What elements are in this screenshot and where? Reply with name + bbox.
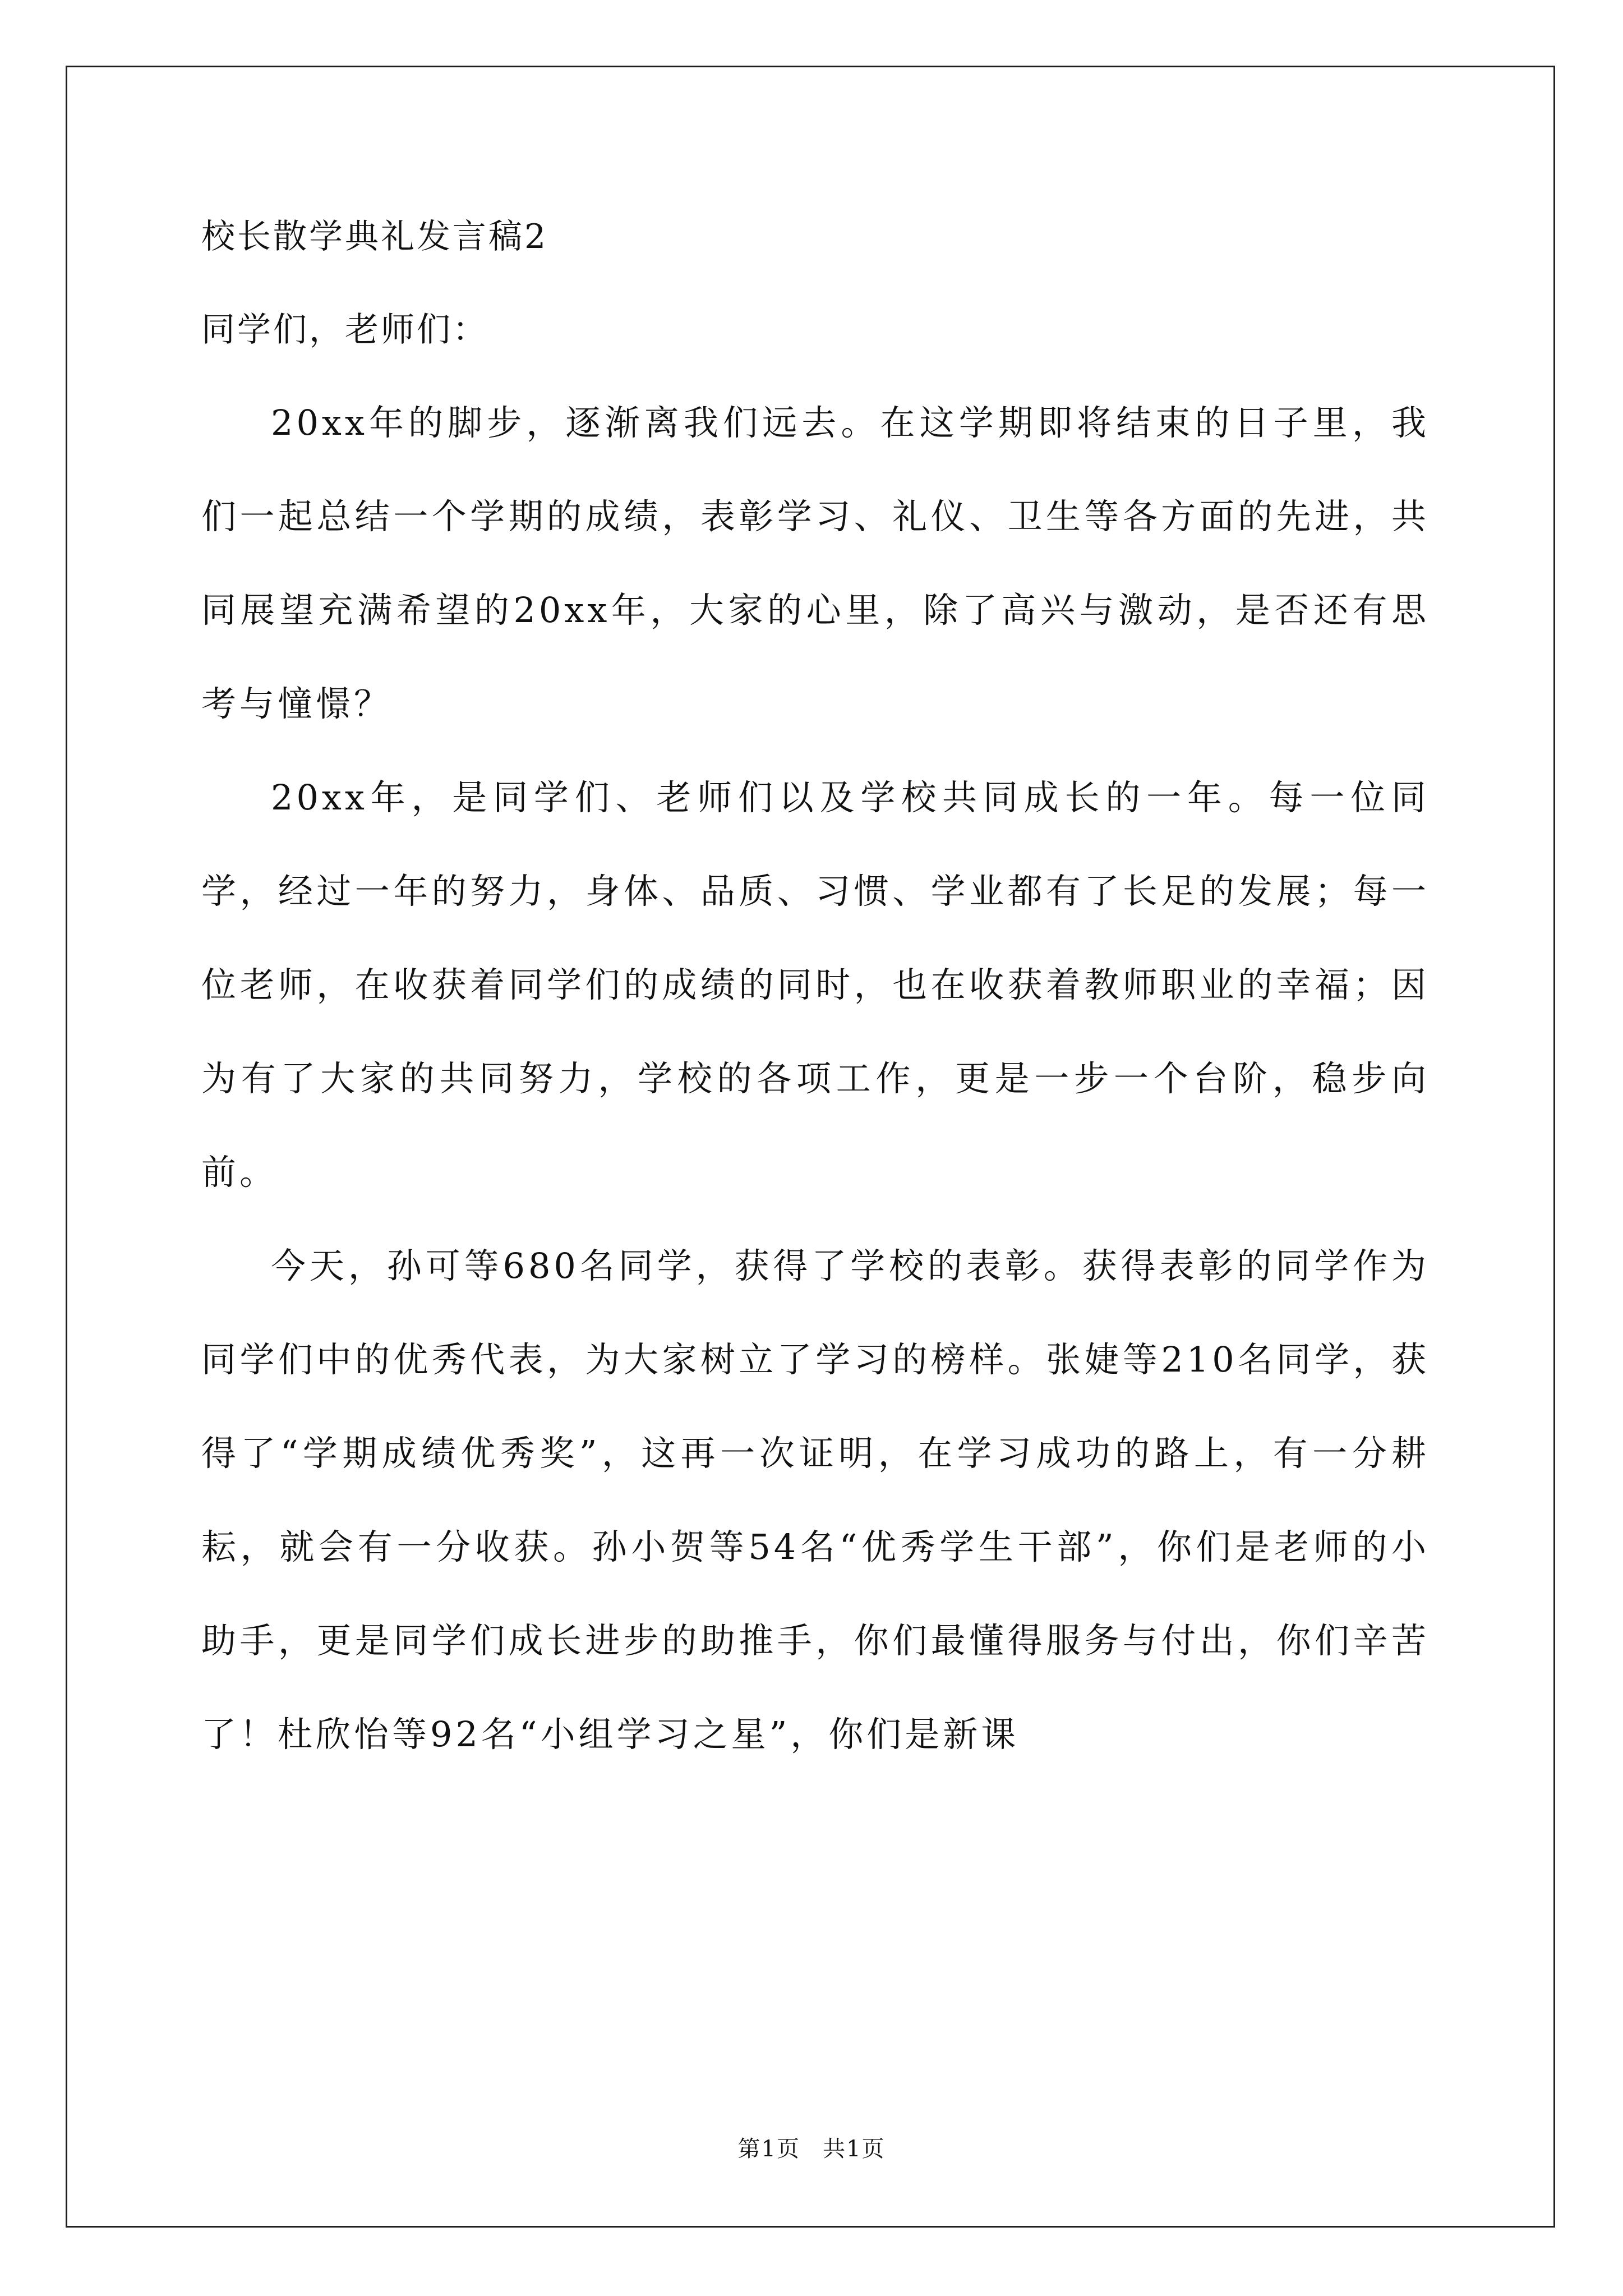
paragraph-2: 20xx年，是同学们、老师们以及学校共同成长的一年。每一位同学，经过一年的努力，身体、品质、习惯、学业都有了长足的发展；每一位老师，在收获着同学们的成绩的同时，也在收获着教师职业的幸福；因为有了大家的共同努力，学校的各项工作，更是一步一个台阶，稳步向前。	[201, 777, 1430, 1193]
paragraph-3: 今天，孙可等680名同学，获得了学校的表彰。获得表彰的同学作为同学们中的优秀代表，为大家树立了学习的榜样。张婕等210名同学，获得了“学期成绩优秀奖”，这再一次证明，在学习成功的路上，有一分耕耘，就会有一分收获。孙小贺等54名“优秀学生干部”，你们是老师的小助手，更是同学们成长进步的助推手，你们最懂得服务与付出，你们辛苦了！杜欣怡等92名“小组学习之星”，你们是新课	[201, 1245, 1430, 1755]
page-total: 共1页	[823, 2136, 886, 2162]
page-number: 第1页	[737, 2136, 800, 2162]
document-title: 校长散学典礼发言稿2	[201, 217, 548, 256]
salutation: 同学们，老师们：	[201, 310, 488, 349]
document-body	[201, 214, 1430, 1781]
paragraph-1: 20xx年的脚步，逐渐离我们远去。在这学期即将结束的日子里，我们一起总结一个学期的成绩，表彰学习、礼仪、卫生等各方面的先进，共同展望充满希望的20xx年，大家的心里，除了高兴与激动，是否还有思考与憧憬？	[201, 402, 1430, 724]
page-footer	[0, 2135, 1623, 2163]
